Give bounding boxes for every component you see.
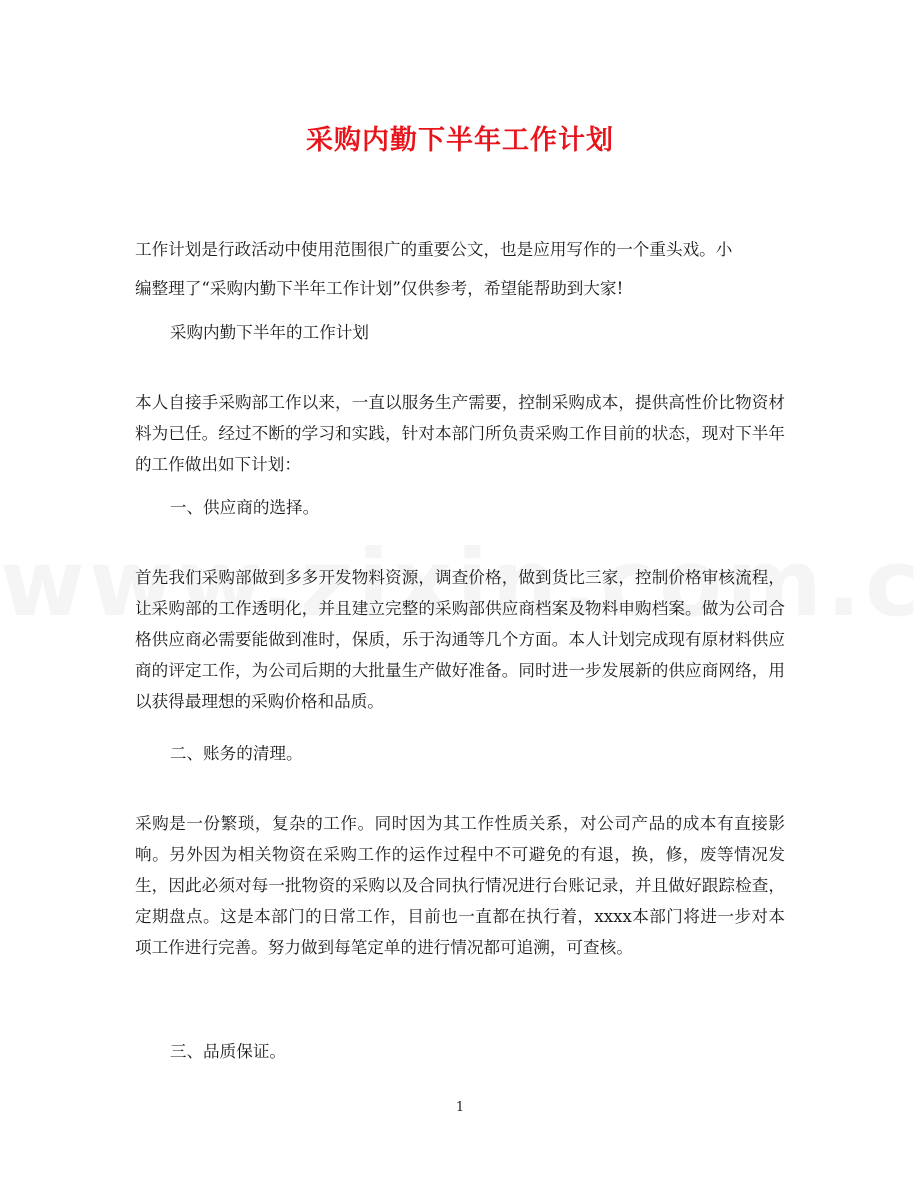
section-heading-1: 一、供应商的选择。 bbox=[169, 498, 320, 517]
paragraph-2-block bbox=[135, 562, 785, 717]
paragraph-3-block bbox=[135, 808, 785, 963]
heading-2-block bbox=[135, 738, 785, 769]
paragraph-3: 采购是一份繁琐，复杂的工作。同时因为其工作性质关系，对公司产品的成本有直接影响。另外因为相关物资在采购工作的运作过程中不可避免的有退，换，修，废等情况发生，因此必须对每一批物资的采购以及合同执行情况进行台账记录，并且做好跟踪检查，定期盘点。这是本部门的日常工作，目前也一直都在执行着，xxxx本部门将进一步对本项工作进行完善。努力做到每笔定单的进行情况都可追溯，可查核。 bbox=[135, 814, 785, 957]
intro-line-2: 编整理了“采购内勤下半年工作计划”仅供参考，希望能帮助到大家! bbox=[135, 279, 624, 298]
paragraph-2: 首先我们采购部做到多多开发物料资源，调查价格，做到货比三家，控制价格审核流程，让采购部的工作透明化，并且建立完整的采购部供应商档案及物料申购档案。做为公司合格供应商必需要能做到准时，保质，乐于沟通等几个方面。本人计划完成现有原材料供应商的评定工作，为公司后期的大批量生产做好准备。同时进一步发展新的供应商网络，用以获得最理想的采购价格和品质。 bbox=[135, 568, 785, 711]
document-subtitle: 采购内勤下半年的工作计划 bbox=[169, 323, 369, 342]
section-heading-3: 三、品质保证。 bbox=[169, 1042, 287, 1061]
document-title: 采购内勤下半年工作计划 bbox=[306, 125, 614, 156]
intro-block bbox=[135, 234, 785, 304]
paragraph-1: 本人自接手采购部工作以来，一直以服务生产需要，控制采购成本，提供高性价比物资材料为已任。经过不断的学习和实践，针对本部门所负责采购工作目前的状态，现对下半年的工作做出如下计划： bbox=[135, 393, 785, 474]
page-number: 1 bbox=[455, 1100, 465, 1115]
heading-1-block bbox=[135, 492, 785, 523]
paragraph-1-block bbox=[135, 387, 785, 480]
heading-3-block bbox=[135, 1036, 785, 1067]
intro-line-1: 工作计划是行政活动中使用范围很广的重要公文，也是应用写作的一个重头戏。小 bbox=[135, 240, 733, 259]
subtitle-block bbox=[135, 317, 785, 348]
section-heading-2: 二、账务的清理。 bbox=[169, 744, 303, 763]
